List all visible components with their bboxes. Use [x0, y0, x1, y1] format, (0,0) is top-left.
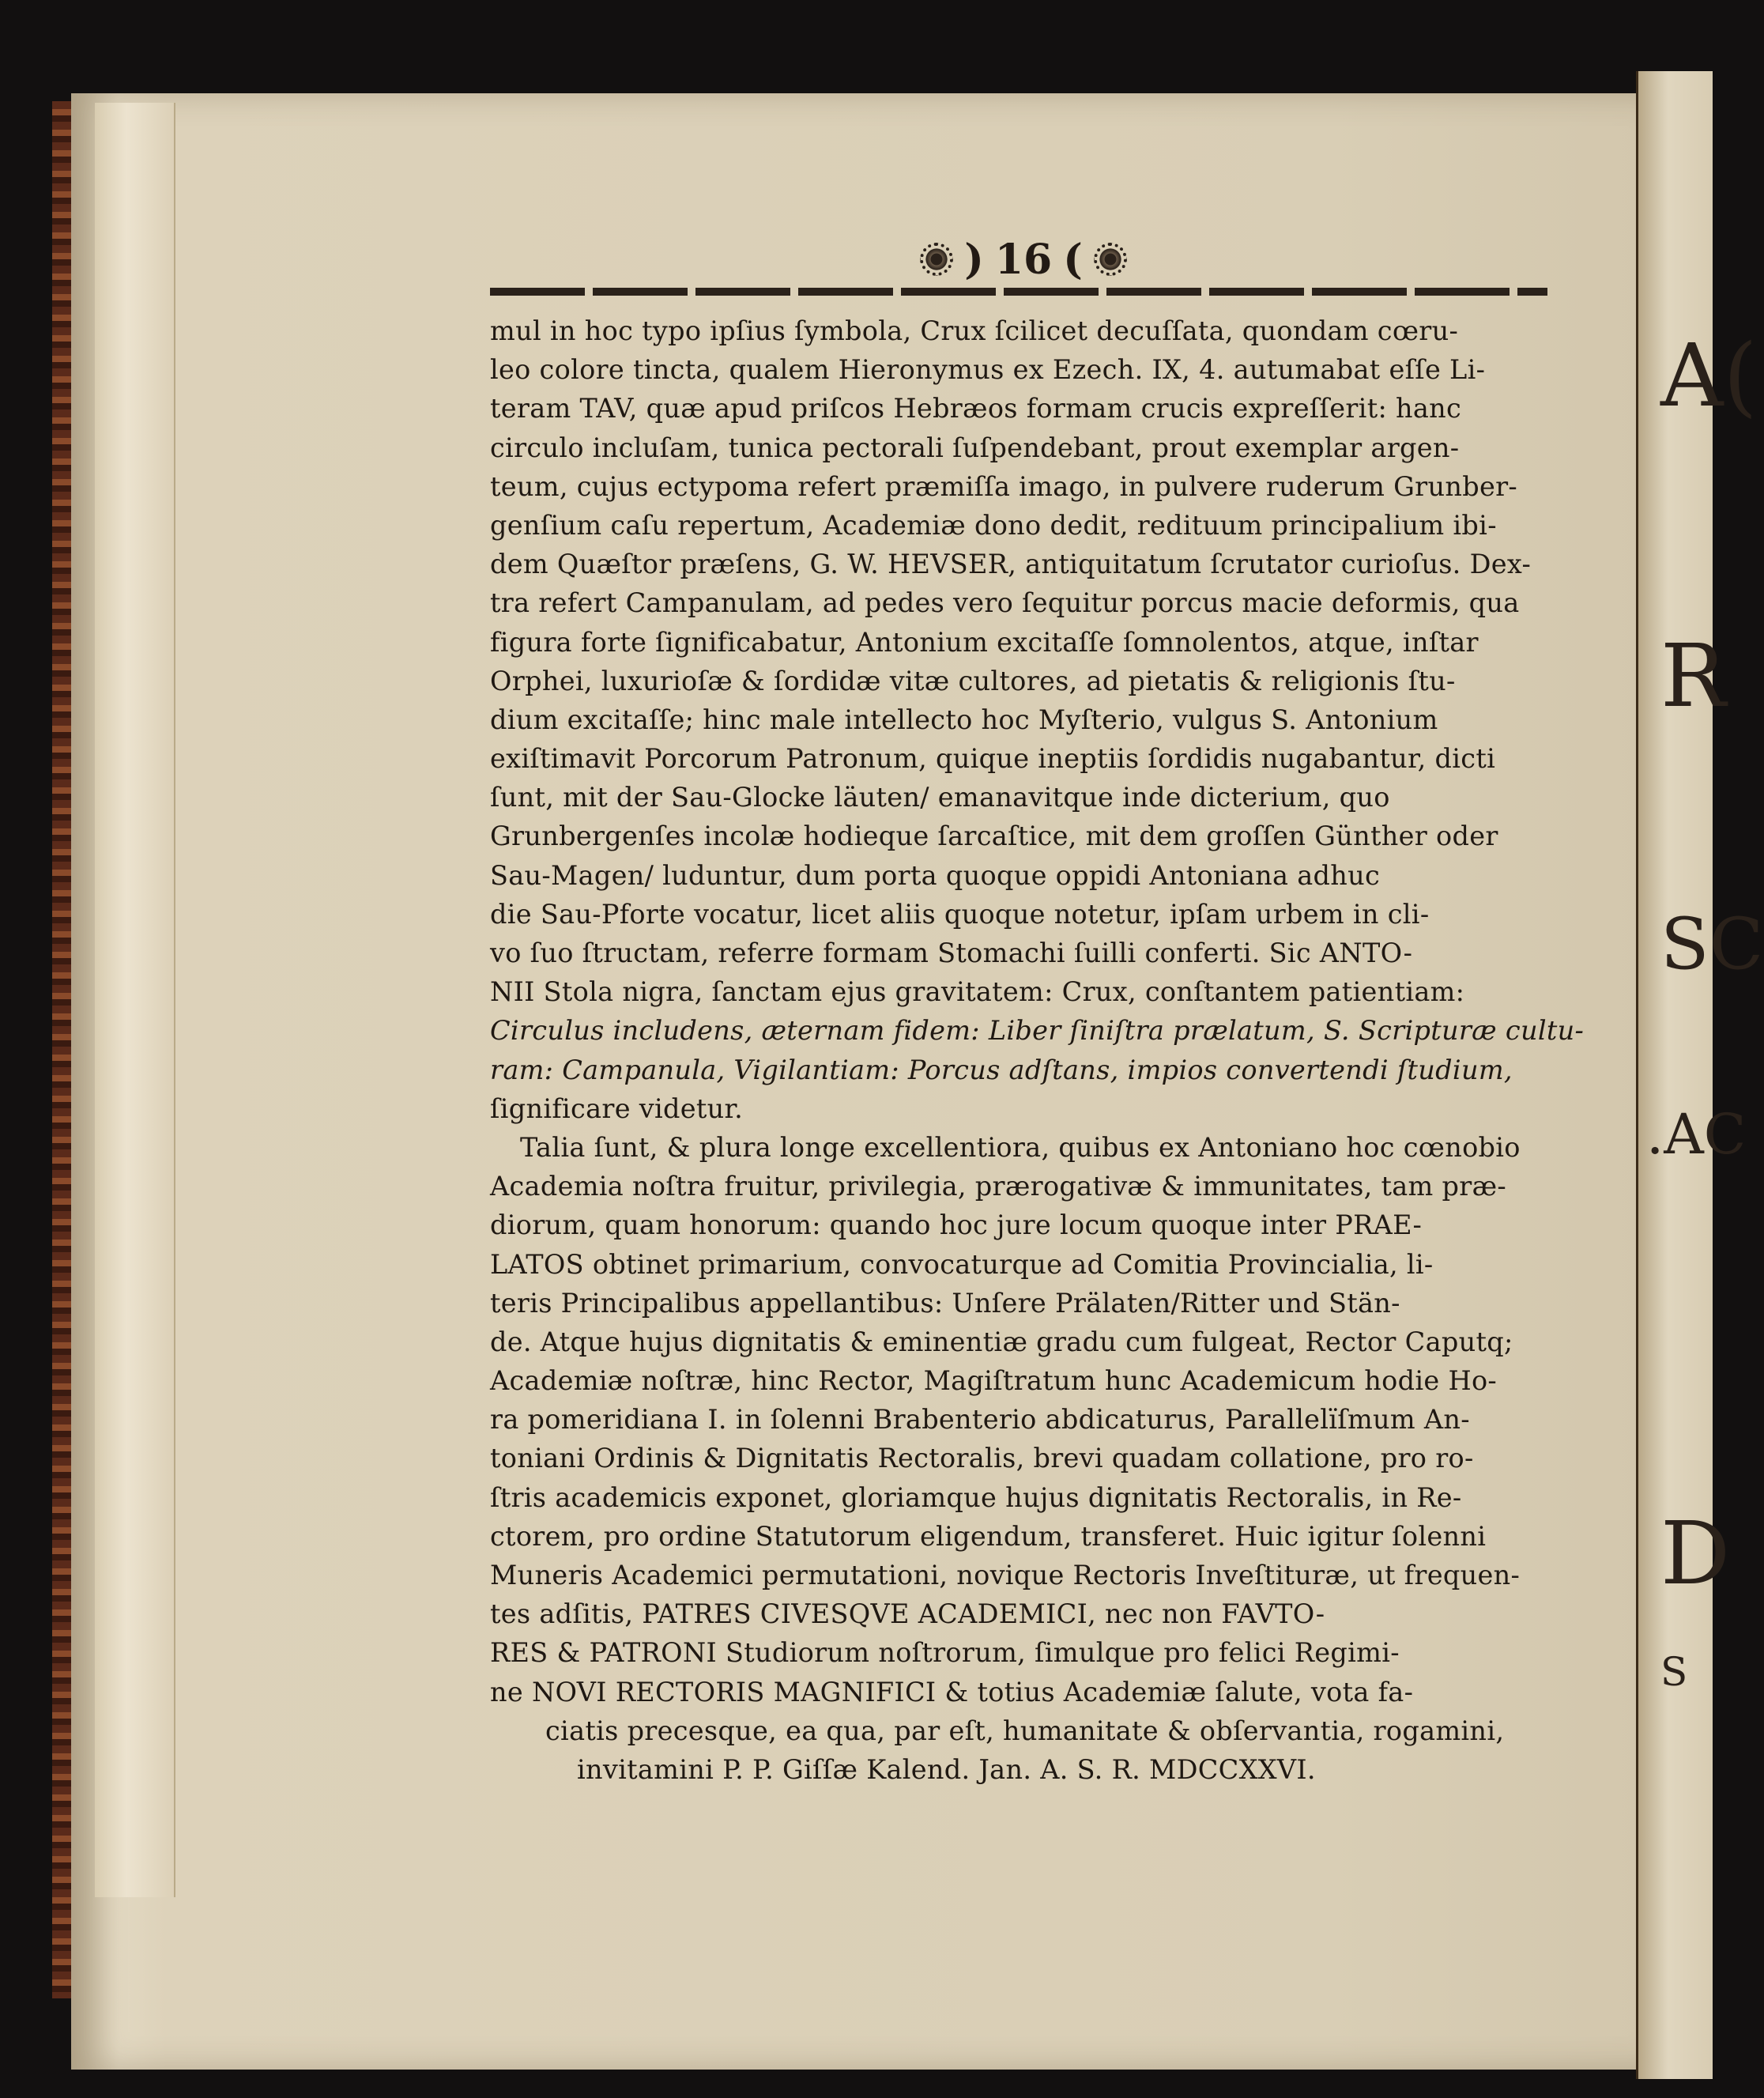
text-line: tra refert Campanulam, ad pedes vero ſequitur porcus macie deformis, qua	[490, 587, 1520, 619]
text-line: de. Atque hujus dignitatis & eminentiæ gradu cum fulgeat, Rector Caputq;	[490, 1326, 1513, 1357]
text-line: leo colore tincta, qualem Hieronymus ex Ezech. IX, 4. autumabat eſſe Li-	[490, 354, 1486, 386]
text-line: toniani Ordinis & Dignitatis Rectoralis, brevi quadam collatione, pro ro-	[490, 1443, 1474, 1474]
text-line: invitamini P. P. Giſſæ Kalend. Jan. A. S. R. MDCCXXVI.	[577, 1753, 1316, 1785]
text-line: die Sau-Pforte vocatur, licet aliis quoque notetur, ipſam urbem in cli-	[490, 898, 1430, 930]
body-text	[490, 311, 1585, 1789]
page-header	[893, 234, 1154, 285]
text-line: teum, cujus ectypoma refert præmiſſa imago, in pulvere ruderum Grunber-	[490, 470, 1518, 502]
text-line: RES & PATRONI Studiorum noſtrorum, ſimulque pro felici Regimi-	[490, 1637, 1400, 1669]
text-line: LATOS obtinet primarium, convocaturque ad Comitia Provincialia, li-	[490, 1248, 1434, 1280]
text-line: dium excitaſſe; hinc male intellecto hoc Myſterio, vulgus S. Antonium	[490, 704, 1438, 735]
text-line: ſignificare videtur.	[490, 1092, 744, 1124]
text-line: Academiæ noſtræ, hinc Rector, Magiſtratum hunc Academicum hodie Ho-	[490, 1365, 1498, 1397]
text-line: circulo incluſam, tunica pectorali ſuſpendebant, prout exemplar argen-	[490, 432, 1460, 463]
text-line: diorum, quam honorum: quando hoc jure locum quoque inter PRAE-	[490, 1209, 1423, 1241]
right-page-letter: A(	[1660, 325, 1758, 426]
right-page-letter: D	[1660, 1503, 1731, 1604]
right-page-letter: .AC	[1646, 1102, 1747, 1167]
text-line: ne NOVI RECTORIS MAGNIFICI & totius Academiæ ſalute, vota fa-	[490, 1676, 1414, 1707]
text-line: ſunt, mit der Sau-Glocke läuten/ emanavitque inde dicterium, quo	[490, 782, 1390, 813]
text-line: teram TAV, quæ apud priſcos Hebræos formam crucis expreſſerit: hanc	[490, 393, 1462, 425]
text-line: dem Quæſtor præſens, G. W. HEVSER, antiquitatum ſcrutator curioſus. Dex-	[490, 549, 1532, 580]
text-line: vo ſuo ſtructam, referre formam Stomachi ſuilli conferti. Sic ANTO-	[490, 938, 1413, 968]
page-number: 16	[994, 235, 1053, 284]
paren-left: )	[964, 235, 984, 284]
right-page-letter: SC	[1660, 903, 1764, 986]
text-line: ciatis precesque, ea qua, par eſt, humanitate & obſervantia, rogamini,	[545, 1715, 1505, 1746]
text-line: Orphei, luxurioſæ & ſordidæ vitæ cultores, ad pietatis & religionis ſtu-	[490, 665, 1456, 696]
text-line: Academia noſtra fruitur, privilegia, prærogativæ & immunitates, tam præ-	[490, 1171, 1506, 1202]
page-gutter	[95, 103, 175, 1897]
paren-right: (	[1063, 235, 1083, 284]
right-page-letter: S	[1660, 1649, 1688, 1695]
text-line: Circulus includens, æternam fidem: Liber ſiniſtra prælatum, S. Scripturæ cultu-	[490, 1015, 1585, 1047]
text-line: NII Stola nigra, ſanctam ejus gravitatem: Crux, conſtantem patientiam:	[490, 976, 1465, 1008]
text-line: teris Principalibus appellantibus: Unſere Prälaten/Ritter und Stän-	[490, 1287, 1400, 1319]
header-rule	[490, 288, 1547, 296]
text-line: ra pomeridiana I. in ſolenni Brabenterio abdicaturus, Parallelïſmum An-	[490, 1404, 1470, 1436]
right-page-edge	[1636, 71, 1764, 2079]
text-line: ſtris academicis exponet, gloriamque hujus dignitatis Rectoralis, in Re-	[490, 1481, 1462, 1513]
text-line: Muneris Academici permutationi, novique Rectoris Inveſtituræ, ut frequen-	[490, 1560, 1521, 1590]
text-line: exiſtimavit Porcorum Patronum, quique ineptiis ſordidis nugabantur, dicti	[490, 743, 1496, 775]
text-line: figura forte ſignificabatur, Antonium excitaſſe ſomnolentos, atque, inſtar	[490, 626, 1479, 658]
ornament-icon	[1094, 243, 1127, 276]
right-page-letter: R	[1660, 625, 1726, 726]
text-line: tes adſitis, PATRES CIVESQVE ACADEMICI, nec non FAVTO-	[490, 1598, 1325, 1630]
text-line: ctorem, pro ordine Statutorum eligendum, transferet. Huic igitur ſolenni	[490, 1520, 1487, 1552]
text-line: mul in hoc typo ipſius ſymbola, Crux ſcilicet decuſſata, quondam cœru-	[490, 315, 1459, 346]
text-line: Sau-Magen/ luduntur, dum porta quoque oppidi Antoniana adhuc	[490, 859, 1381, 891]
text-line: Grunbergenſes incolæ hodieque ſarcaſtice, mit dem groſſen Günther oder	[490, 821, 1498, 852]
text-line: ram: Campanula, Vigilantiam: Porcus adſtans, impios convertendi ſtudium,	[490, 1054, 1513, 1085]
text-line: genſium caſu repertum, Academiæ dono dedit, redituum principalium ibi-	[490, 509, 1497, 541]
ornament-icon	[920, 243, 953, 276]
text-line: Talia ſunt, & plura longe excellentiora, quibus ex Antoniano hoc cœnobio	[520, 1131, 1521, 1163]
